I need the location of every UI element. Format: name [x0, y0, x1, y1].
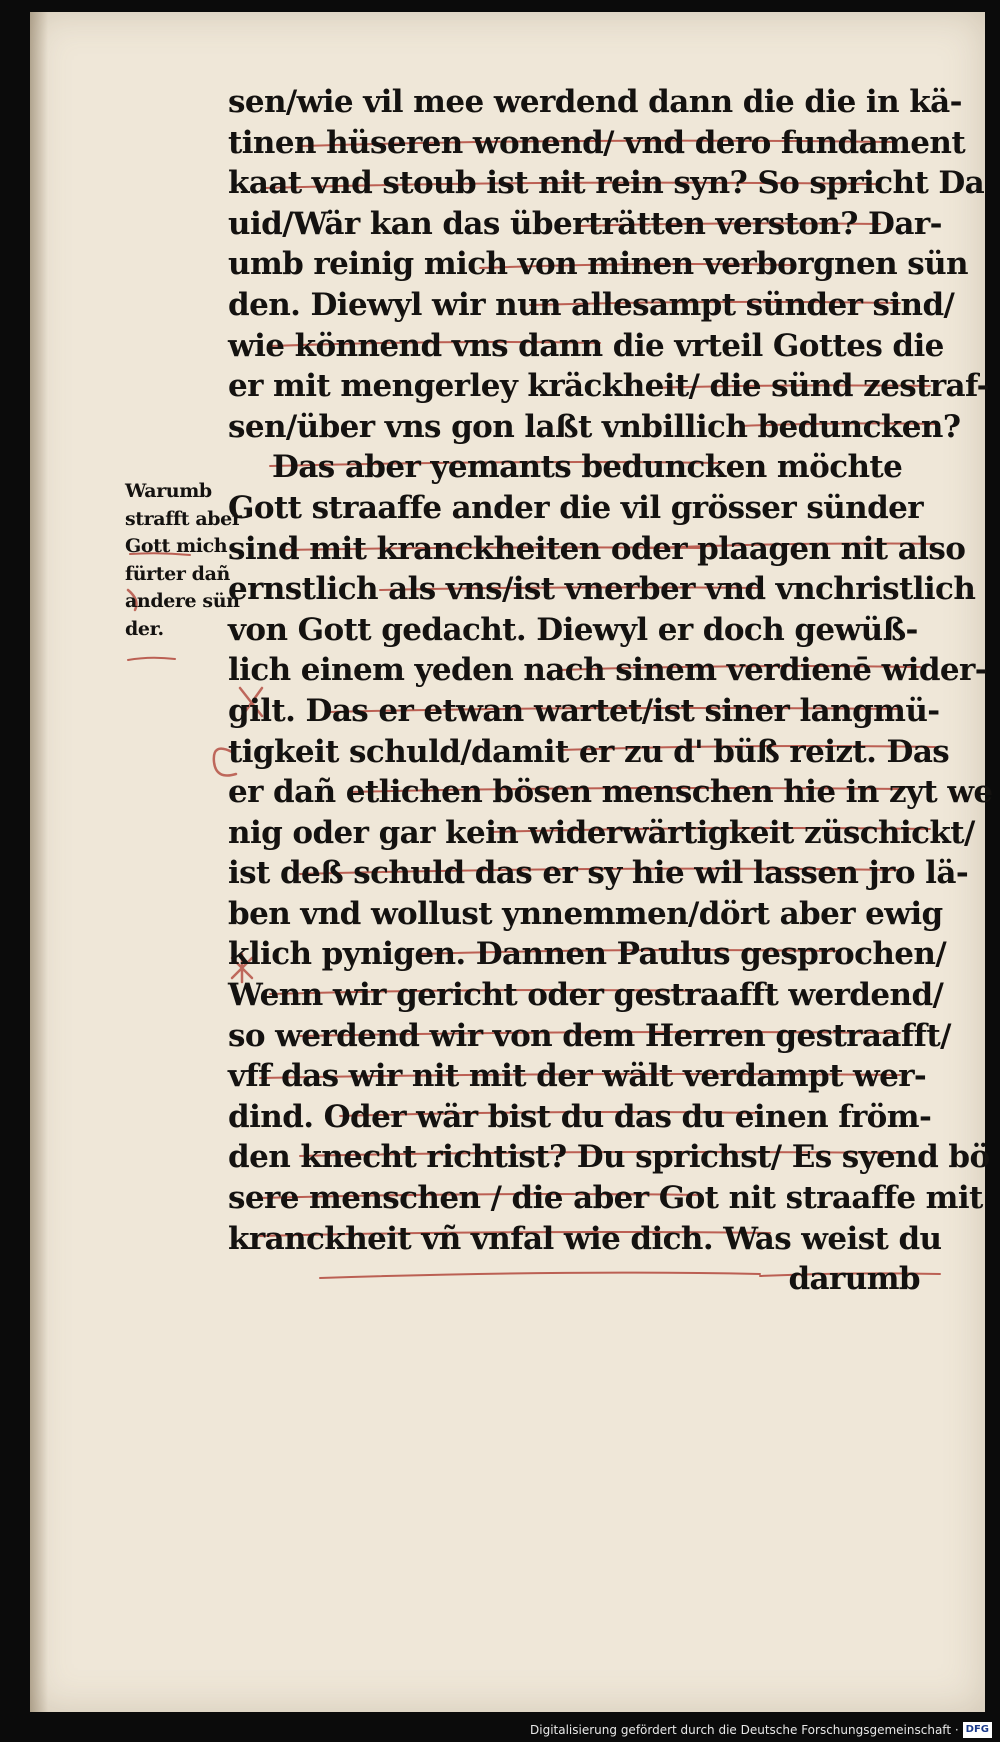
- text-line: sere menschen / die aber Got nit straaffe mit: [228, 1180, 983, 1217]
- text-line: ben vnd wollust ynnemmen/dört aber ewig: [228, 895, 943, 932]
- text-line: Das aber yemants beduncken möchte: [272, 449, 903, 486]
- main-text-block: [228, 82, 993, 1300]
- text-line: sen/wie vil mee werdend dann die die in kä-: [228, 84, 962, 120]
- marginal-note-line: fürter dañ: [125, 562, 230, 585]
- text-line: dind. Oder wär bist du das du einen fröm-: [228, 1098, 932, 1135]
- marginal-note-line: andere sün: [125, 590, 240, 612]
- dfg-logo: DFG: [963, 1722, 992, 1738]
- text-line: sind mit kranckheiten oder plaagen nit also: [228, 530, 966, 567]
- text-line: gilt. Das er etwan wartet/ist siner langmü-: [228, 692, 940, 729]
- text-line: er dañ etlichen bösen menschen hie in zyt we: [228, 774, 993, 811]
- text-line: uid/Wär kan das überträtten verston? Dar-: [228, 205, 942, 242]
- marginal-note: [125, 478, 275, 643]
- catchword: darumb: [788, 1261, 920, 1298]
- text-line: er mit mengerley kräckheit/ die sünd zestraf-: [228, 368, 989, 405]
- marginal-note-line: Gott mich: [125, 535, 228, 557]
- text-line: ist deß schuld das er sy hie wil lassen jro lä-: [228, 855, 969, 892]
- text-line: den knecht richtist? Du sprichst/ Es syend bö: [228, 1139, 990, 1176]
- marginal-note-line: Warumb: [125, 480, 212, 502]
- text-line: kaat vnd stoub ist nit rein syn? So spricht Da: [228, 165, 985, 202]
- text-line: lich einem yeden nach sinem verdienē wider-: [228, 652, 988, 689]
- credit-text: Digitalisierung gefördert durch die Deutsche Forschungsgemeinschaft ·: [530, 1722, 959, 1737]
- text-line: tigkeit schuld/damit er zu d' büß reizt. Das: [228, 733, 950, 770]
- text-line: sen/über vns gon laßt vnbillich beduncken?: [228, 408, 961, 445]
- digitization-credit: [530, 1722, 992, 1739]
- text-line: vff das wir nit mit der wält verdampt wer-: [228, 1058, 927, 1095]
- marginal-note-line: strafft aber: [125, 507, 242, 530]
- underline-mark: [128, 658, 175, 660]
- text-line: ernstlich als vns/ist vnerber vnd vnchristlich: [228, 571, 976, 608]
- text-line: umb reinig mich von minen verborgnen sün: [228, 246, 968, 283]
- text-line: Wenn wir gericht oder gestraafft werdend/: [228, 977, 944, 1014]
- text-line: so werdend wir von dem Herren gestraafft/: [228, 1017, 951, 1054]
- text-line: klich pynigen. Dannen Paulus gesprochen/: [228, 936, 947, 973]
- text-line: kranckheit vñ vnfal wie dich. Was weist du: [228, 1220, 942, 1257]
- text-line: tinen hüseren wonend/ vnd dero fundament: [228, 124, 966, 161]
- text-line: wie könnend vns dann die vrteil Gottes die: [228, 327, 944, 364]
- marginal-note-line: der.: [125, 617, 164, 640]
- text-line: nig oder gar kein widerwärtigkeit züschickt/: [228, 814, 975, 851]
- text-line: den. Diewyl wir nun allesampt sünder sind/: [228, 286, 955, 323]
- text-line: von Gott gedacht. Diewyl er doch gewüß-: [228, 611, 918, 648]
- text-line: Gott straaffe ander die vil grösser sünder: [228, 489, 924, 526]
